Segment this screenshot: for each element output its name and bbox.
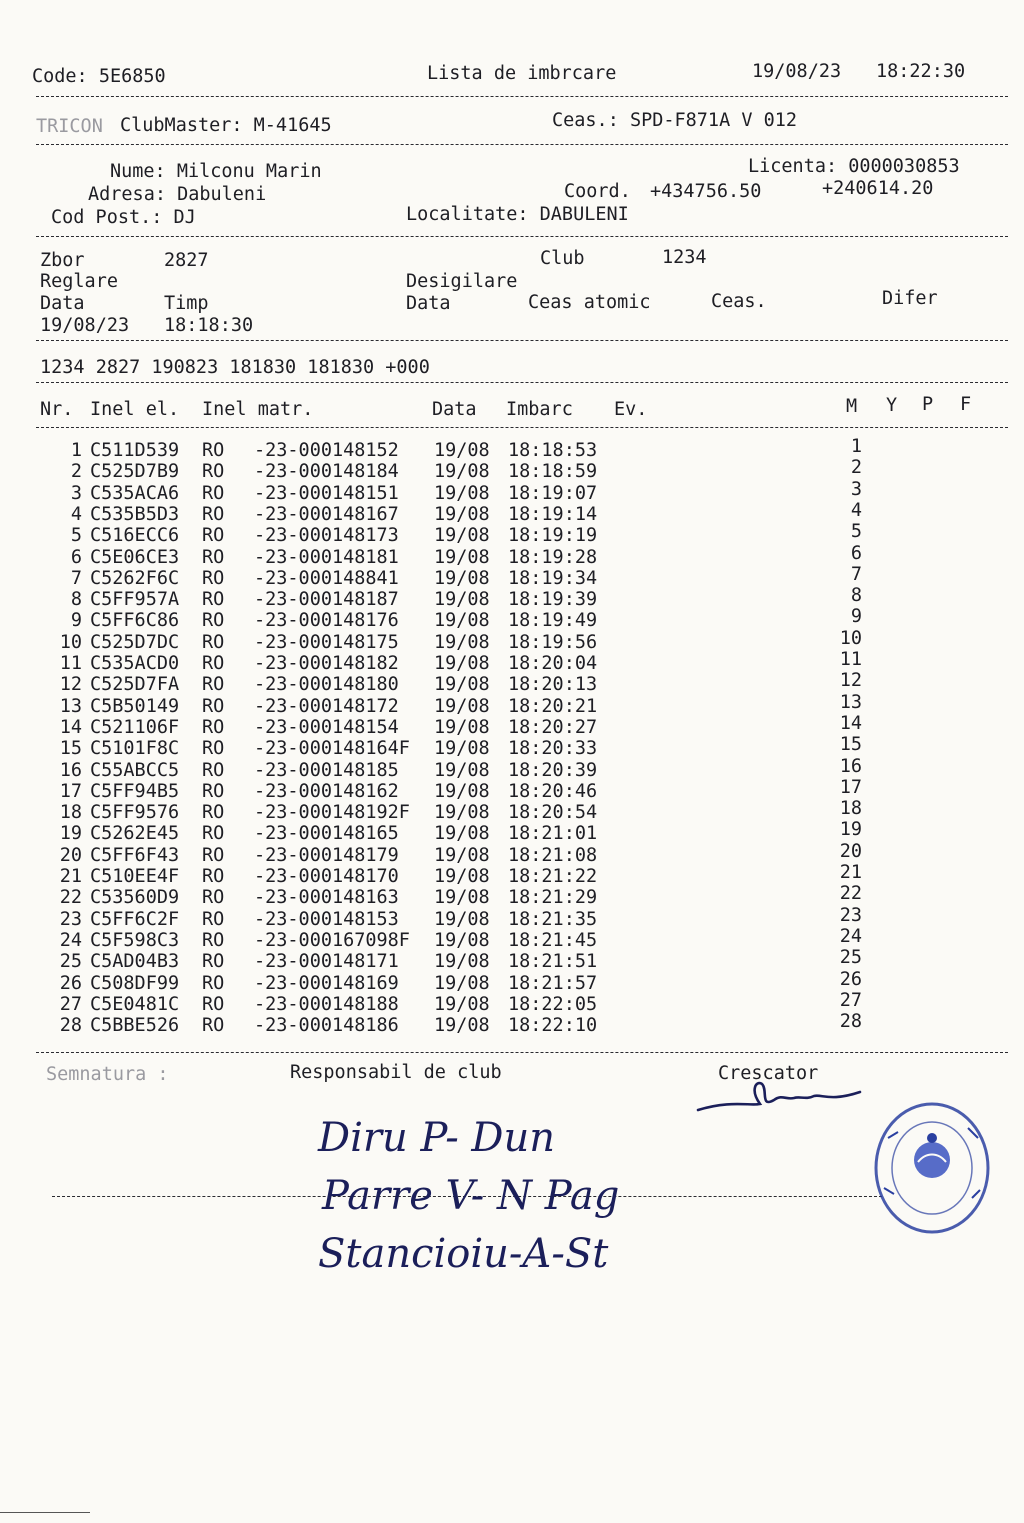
table-row bbox=[0, 798, 1024, 824]
ring-registration: -23-000148153 bbox=[254, 908, 399, 930]
ring-country: RO bbox=[202, 908, 225, 930]
owner-name: Nume: Milconu Marin bbox=[110, 161, 322, 182]
row-date: 19/08 bbox=[434, 674, 490, 696]
electronic-ring: C5262E45 bbox=[90, 823, 180, 845]
reglare-time-label: Timp bbox=[164, 293, 209, 314]
row-number: 2 bbox=[70, 461, 82, 483]
row-number: 10 bbox=[59, 631, 82, 653]
electronic-ring: C5FF6C2F bbox=[90, 908, 180, 930]
row-m-value: 18 bbox=[839, 798, 862, 820]
table-row bbox=[0, 457, 1024, 483]
row-basketing-time: 18:20:13 bbox=[508, 674, 598, 696]
row-basketing-time: 18:21:57 bbox=[508, 972, 598, 994]
row-date: 19/08 bbox=[434, 972, 490, 994]
table-row bbox=[0, 734, 1024, 760]
ring-registration: -23-000148170 bbox=[254, 866, 399, 887]
row-number: 16 bbox=[59, 759, 82, 781]
row-date: 19/08 bbox=[434, 567, 490, 589]
electronic-ring: C5FF6F43 bbox=[90, 844, 180, 866]
row-number: 24 bbox=[59, 929, 82, 951]
document-code: Code: 5E6850 bbox=[32, 66, 166, 87]
electronic-ring: C53560D9 bbox=[90, 887, 180, 909]
row-number: 25 bbox=[59, 951, 82, 973]
electronic-ring: C521106F bbox=[90, 716, 180, 738]
ring-registration: -23-000148152 bbox=[254, 440, 399, 461]
ring-country: RO bbox=[202, 716, 225, 738]
col-header-imbarc: Imbarc bbox=[506, 399, 573, 420]
ring-country: RO bbox=[202, 993, 225, 1015]
row-date: 19/08 bbox=[434, 738, 490, 760]
row-date: 19/08 bbox=[434, 823, 490, 845]
electronic-ring: C55ABCC5 bbox=[90, 759, 180, 781]
row-basketing-time: 18:20:33 bbox=[508, 738, 598, 760]
ring-registration: -23-000148179 bbox=[254, 844, 399, 866]
row-basketing-time: 18:20:39 bbox=[508, 759, 598, 781]
ring-country: RO bbox=[202, 887, 225, 909]
ring-registration: -23-000148184 bbox=[254, 461, 399, 483]
ring-country: RO bbox=[202, 440, 225, 461]
electronic-ring: C5FF9576 bbox=[90, 802, 180, 824]
table-row bbox=[0, 989, 1024, 1015]
row-m-value: 10 bbox=[839, 627, 862, 649]
row-date: 19/08 bbox=[434, 866, 490, 887]
col-header-m: M bbox=[846, 396, 858, 417]
row-number: 26 bbox=[59, 972, 82, 994]
divider bbox=[36, 340, 1008, 341]
ring-country: RO bbox=[202, 653, 225, 674]
ring-country: RO bbox=[202, 503, 225, 525]
table-row bbox=[0, 670, 1024, 696]
ring-country: RO bbox=[202, 802, 225, 824]
row-date: 19/08 bbox=[434, 546, 490, 568]
table-row bbox=[0, 436, 1024, 461]
row-basketing-time: 18:19:19 bbox=[508, 525, 598, 547]
coord-label: Coord. bbox=[564, 181, 631, 202]
ring-registration: -23-000148165 bbox=[254, 823, 399, 845]
table-row bbox=[0, 904, 1024, 930]
row-number: 23 bbox=[59, 908, 82, 930]
row-number: 11 bbox=[59, 653, 82, 674]
reglare-time: 18:18:30 bbox=[164, 315, 254, 336]
club-responsible-label: Responsabil de club bbox=[290, 1062, 502, 1083]
row-date: 19/08 bbox=[434, 482, 490, 504]
row-number: 5 bbox=[70, 525, 82, 547]
ring-registration: -23-000148176 bbox=[254, 610, 399, 632]
table-row bbox=[0, 819, 1024, 845]
col-header-f: F bbox=[960, 394, 972, 415]
brand-name: TRICON bbox=[36, 116, 103, 137]
row-date: 19/08 bbox=[434, 610, 490, 632]
handwritten-name-2: Parre V- N Pag bbox=[322, 1173, 620, 1219]
row-basketing-time: 18:21:45 bbox=[508, 929, 598, 951]
electronic-ring: C5FF94B5 bbox=[90, 780, 180, 802]
ring-registration: -23-000148841 bbox=[254, 567, 399, 589]
locality: Localitate: DABULENI bbox=[406, 204, 629, 225]
breeder-signature bbox=[690, 1070, 870, 1130]
table-row bbox=[0, 862, 1024, 887]
row-date: 19/08 bbox=[434, 440, 490, 461]
ring-registration: -23-000148163 bbox=[254, 887, 399, 909]
row-m-value: 25 bbox=[839, 947, 862, 969]
ring-country: RO bbox=[202, 738, 225, 760]
row-date: 19/08 bbox=[434, 993, 490, 1015]
row-number: 3 bbox=[70, 482, 82, 504]
ring-country: RO bbox=[202, 866, 225, 887]
row-number: 9 bbox=[70, 610, 82, 632]
ring-country: RO bbox=[202, 780, 225, 802]
electronic-ring: C525D7DC bbox=[90, 631, 180, 653]
flight-number: 2827 bbox=[164, 250, 209, 271]
electronic-ring: C5FF957A bbox=[90, 589, 180, 611]
ring-country: RO bbox=[202, 461, 225, 483]
row-m-value: 9 bbox=[850, 606, 862, 628]
row-date: 19/08 bbox=[434, 844, 490, 866]
electronic-ring: C5F598C3 bbox=[90, 929, 180, 951]
ring-country: RO bbox=[202, 546, 225, 568]
ring-registration: -23-000148187 bbox=[254, 589, 399, 611]
reglare-date: 19/08/23 bbox=[40, 315, 130, 336]
ring-registration: -23-000148188 bbox=[254, 993, 399, 1015]
ring-country: RO bbox=[202, 929, 225, 951]
electronic-ring: C5101F8C bbox=[90, 738, 180, 760]
row-m-value: 26 bbox=[839, 968, 862, 990]
row-m-value: 20 bbox=[839, 840, 862, 862]
col-header-nr: Nr. bbox=[40, 399, 74, 420]
ring-country: RO bbox=[202, 823, 225, 845]
row-basketing-time: 18:19:39 bbox=[508, 589, 598, 611]
table-row bbox=[0, 521, 1024, 547]
electronic-ring: C535B5D3 bbox=[90, 503, 180, 525]
row-basketing-time: 18:21:01 bbox=[508, 823, 598, 845]
clock-id: Ceas.: SPD-F871A V 012 bbox=[552, 110, 798, 131]
ring-registration: -23-000148154 bbox=[254, 716, 399, 738]
electronic-ring: C5AD04B3 bbox=[90, 951, 180, 973]
electronic-ring: C508DF99 bbox=[90, 972, 180, 994]
table-row bbox=[0, 947, 1024, 973]
row-number: 17 bbox=[59, 780, 82, 802]
ring-registration: -23-000148172 bbox=[254, 695, 399, 717]
table-row bbox=[0, 542, 1024, 568]
row-number: 8 bbox=[70, 589, 82, 611]
breeder-label: Crescator bbox=[718, 1063, 819, 1084]
clock-label: Ceas. bbox=[711, 291, 767, 312]
row-basketing-time: 18:21:51 bbox=[508, 951, 598, 973]
ring-country: RO bbox=[202, 972, 225, 994]
row-number: 18 bbox=[59, 802, 82, 824]
reglare-label: Reglare bbox=[40, 271, 118, 292]
table-row bbox=[0, 1011, 1024, 1037]
row-m-value: 5 bbox=[850, 521, 862, 543]
ring-registration: -23-000148164F bbox=[254, 738, 410, 760]
row-m-value: 16 bbox=[839, 755, 862, 777]
row-number: 22 bbox=[59, 887, 82, 909]
row-m-value: 27 bbox=[839, 989, 862, 1011]
row-m-value: 15 bbox=[839, 734, 862, 756]
row-number: 27 bbox=[59, 993, 82, 1015]
clubmaster-id: ClubMaster: M-41645 bbox=[120, 115, 332, 136]
row-date: 19/08 bbox=[434, 525, 490, 547]
handwritten-name-1: Diru P- Dun bbox=[318, 1115, 556, 1161]
license-number: Licenta: 0000030853 bbox=[748, 156, 960, 177]
row-number: 20 bbox=[59, 844, 82, 866]
ring-country: RO bbox=[202, 631, 225, 653]
row-basketing-time: 18:20:46 bbox=[508, 780, 598, 802]
row-m-value: 3 bbox=[850, 478, 862, 500]
table-row bbox=[0, 755, 1024, 781]
ring-country: RO bbox=[202, 525, 225, 547]
row-basketing-time: 18:20:04 bbox=[508, 653, 598, 674]
electronic-ring: C535ACA6 bbox=[90, 482, 180, 504]
ring-country: RO bbox=[202, 844, 225, 866]
row-date: 19/08 bbox=[434, 1015, 490, 1037]
club-stamp bbox=[868, 1098, 998, 1250]
row-date: 19/08 bbox=[434, 716, 490, 738]
electronic-ring: C535ACD0 bbox=[90, 653, 180, 674]
row-basketing-time: 18:19:28 bbox=[508, 546, 598, 568]
row-basketing-time: 18:20:27 bbox=[508, 716, 598, 738]
row-date: 19/08 bbox=[434, 695, 490, 717]
print-date: 19/08/23 bbox=[752, 61, 842, 82]
ring-country: RO bbox=[202, 674, 225, 696]
row-date: 19/08 bbox=[434, 653, 490, 674]
reglare-date-label: Data bbox=[40, 293, 85, 314]
row-date: 19/08 bbox=[434, 908, 490, 930]
flight-label: Zbor bbox=[40, 250, 85, 271]
document-title: Lista de imbrcare bbox=[427, 63, 617, 84]
row-number: 13 bbox=[59, 695, 82, 717]
col-header-p: P bbox=[922, 394, 934, 415]
row-basketing-time: 18:21:08 bbox=[508, 844, 598, 866]
row-basketing-time: 18:19:34 bbox=[508, 567, 598, 589]
electronic-ring: C5B50149 bbox=[90, 695, 180, 717]
row-m-value: 12 bbox=[839, 670, 862, 692]
row-m-value: 13 bbox=[839, 691, 862, 713]
row-number: 12 bbox=[59, 674, 82, 696]
table-row bbox=[0, 627, 1024, 653]
divider bbox=[36, 144, 1008, 145]
row-m-value: 2 bbox=[850, 457, 862, 479]
desigilare-date-label: Data bbox=[406, 293, 451, 314]
row-basketing-time: 18:19:56 bbox=[508, 631, 598, 653]
row-m-value: 14 bbox=[839, 712, 862, 734]
divider bbox=[36, 427, 1008, 428]
row-m-value: 6 bbox=[850, 542, 862, 564]
difference-label: Difer bbox=[882, 288, 938, 309]
row-basketing-time: 18:21:29 bbox=[508, 887, 598, 909]
row-number: 21 bbox=[59, 866, 82, 887]
table-row bbox=[0, 499, 1024, 525]
row-number: 15 bbox=[59, 738, 82, 760]
atomic-clock-label: Ceas atomic bbox=[528, 292, 651, 313]
ring-registration: -23-000148171 bbox=[254, 951, 399, 973]
row-basketing-time: 18:22:10 bbox=[508, 1015, 598, 1037]
club-number: 1234 bbox=[662, 247, 707, 268]
coord-latitude: +434756.50 bbox=[650, 181, 762, 202]
row-basketing-time: 18:22:05 bbox=[508, 993, 598, 1015]
table-row bbox=[0, 691, 1024, 717]
electronic-ring: C5262F6C bbox=[90, 567, 180, 589]
table-row bbox=[0, 649, 1024, 674]
row-m-value: 11 bbox=[839, 649, 862, 670]
table-row bbox=[0, 478, 1024, 504]
ring-country: RO bbox=[202, 567, 225, 589]
electronic-ring: C525D7FA bbox=[90, 674, 180, 696]
ring-registration: -23-000148181 bbox=[254, 546, 399, 568]
electronic-ring: C510EE4F bbox=[90, 866, 180, 887]
row-m-value: 23 bbox=[839, 904, 862, 926]
divider bbox=[36, 96, 1008, 97]
row-basketing-time: 18:18:53 bbox=[508, 440, 598, 461]
row-basketing-time: 18:21:35 bbox=[508, 908, 598, 930]
row-date: 19/08 bbox=[434, 759, 490, 781]
table-row bbox=[0, 776, 1024, 802]
electronic-ring: C5BBE526 bbox=[90, 1015, 180, 1037]
row-basketing-time: 18:21:22 bbox=[508, 866, 598, 887]
col-header-data: Data bbox=[432, 399, 477, 420]
ring-registration: -23-000148182 bbox=[254, 653, 399, 674]
ring-registration: -23-000167098F bbox=[254, 929, 410, 951]
row-m-value: 7 bbox=[850, 563, 862, 585]
electronic-ring: C516ECC6 bbox=[90, 525, 180, 547]
row-m-value: 19 bbox=[839, 819, 862, 841]
row-date: 19/08 bbox=[434, 951, 490, 973]
ring-registration: -23-000148173 bbox=[254, 525, 399, 547]
divider bbox=[36, 1052, 1008, 1053]
ring-registration: -23-000148186 bbox=[254, 1015, 399, 1037]
row-basketing-time: 18:20:21 bbox=[508, 695, 598, 717]
row-number: 7 bbox=[70, 567, 82, 589]
desigilare-label: Desigilare bbox=[406, 271, 518, 292]
ring-country: RO bbox=[202, 589, 225, 611]
ring-registration: -23-000148162 bbox=[254, 780, 399, 802]
table-row bbox=[0, 585, 1024, 611]
row-m-value: 17 bbox=[839, 776, 862, 798]
owner-address: Adresa: Dabuleni bbox=[88, 184, 267, 205]
ring-registration: -23-000148192F bbox=[254, 802, 410, 824]
row-date: 19/08 bbox=[434, 461, 490, 483]
row-date: 19/08 bbox=[434, 780, 490, 802]
row-m-value: 28 bbox=[839, 1011, 862, 1033]
table-row bbox=[0, 840, 1024, 866]
electronic-ring: C511D539 bbox=[90, 440, 180, 461]
postal-code: Cod Post.: DJ bbox=[51, 207, 196, 228]
table-row bbox=[0, 712, 1024, 738]
row-basketing-time: 18:20:54 bbox=[508, 802, 598, 824]
ring-registration: -23-000148185 bbox=[254, 759, 399, 781]
col-header-y: Y bbox=[886, 395, 898, 416]
col-header-inel-el: Inel el. bbox=[90, 399, 180, 420]
row-date: 19/08 bbox=[434, 802, 490, 824]
table-row bbox=[0, 563, 1024, 589]
row-m-value: 24 bbox=[839, 925, 862, 947]
row-m-value: 4 bbox=[850, 499, 862, 521]
row-m-value: 8 bbox=[850, 585, 862, 607]
ring-registration: -23-000148151 bbox=[254, 482, 399, 504]
divider bbox=[36, 382, 1008, 383]
print-time: 18:22:30 bbox=[876, 61, 966, 82]
table-row bbox=[0, 925, 1024, 951]
ring-registration: -23-000148167 bbox=[254, 503, 399, 525]
row-basketing-time: 18:19:14 bbox=[508, 503, 598, 525]
ring-registration: -23-000148175 bbox=[254, 631, 399, 653]
handwritten-name-3: Stancioiu-A-St bbox=[318, 1231, 609, 1277]
table-row bbox=[0, 606, 1024, 632]
divider bbox=[36, 236, 1008, 237]
row-date: 19/08 bbox=[434, 929, 490, 951]
row-number: 1 bbox=[70, 440, 82, 461]
row-number: 28 bbox=[59, 1015, 82, 1037]
row-date: 19/08 bbox=[434, 503, 490, 525]
row-m-value: 1 bbox=[850, 436, 862, 457]
table-row bbox=[0, 968, 1024, 994]
row-basketing-time: 18:19:49 bbox=[508, 610, 598, 632]
row-m-value: 21 bbox=[839, 862, 862, 883]
col-header-ev: Ev. bbox=[614, 399, 648, 420]
page-edge bbox=[0, 1512, 90, 1513]
row-m-value: 22 bbox=[839, 883, 862, 905]
ring-country: RO bbox=[202, 610, 225, 632]
row-basketing-time: 18:18:59 bbox=[508, 461, 598, 483]
ring-country: RO bbox=[202, 1015, 225, 1037]
row-date: 19/08 bbox=[434, 631, 490, 653]
club-label: Club bbox=[540, 248, 585, 269]
row-number: 4 bbox=[70, 503, 82, 525]
row-date: 19/08 bbox=[434, 887, 490, 909]
table-row bbox=[0, 883, 1024, 909]
signature-label: Semnatura : bbox=[46, 1064, 169, 1085]
electronic-ring: C525D7B9 bbox=[90, 461, 180, 483]
row-number: 14 bbox=[59, 716, 82, 738]
summary-line: 1234 2827 190823 181830 181830 +000 bbox=[40, 357, 430, 378]
electronic-ring: C5E06CE3 bbox=[90, 546, 180, 568]
ring-country: RO bbox=[202, 951, 225, 973]
row-date: 19/08 bbox=[434, 589, 490, 611]
row-basketing-time: 18:19:07 bbox=[508, 482, 598, 504]
coord-longitude: +240614.20 bbox=[822, 178, 934, 199]
ring-country: RO bbox=[202, 759, 225, 781]
ring-country: RO bbox=[202, 482, 225, 504]
ring-registration: -23-000148169 bbox=[254, 972, 399, 994]
electronic-ring: C5FF6C86 bbox=[90, 610, 180, 632]
row-number: 6 bbox=[70, 546, 82, 568]
row-number: 19 bbox=[59, 823, 82, 845]
ring-country: RO bbox=[202, 695, 225, 717]
electronic-ring: C5E0481C bbox=[90, 993, 180, 1015]
ring-registration: -23-000148180 bbox=[254, 674, 399, 696]
col-header-inel-matr: Inel matr. bbox=[202, 399, 314, 420]
